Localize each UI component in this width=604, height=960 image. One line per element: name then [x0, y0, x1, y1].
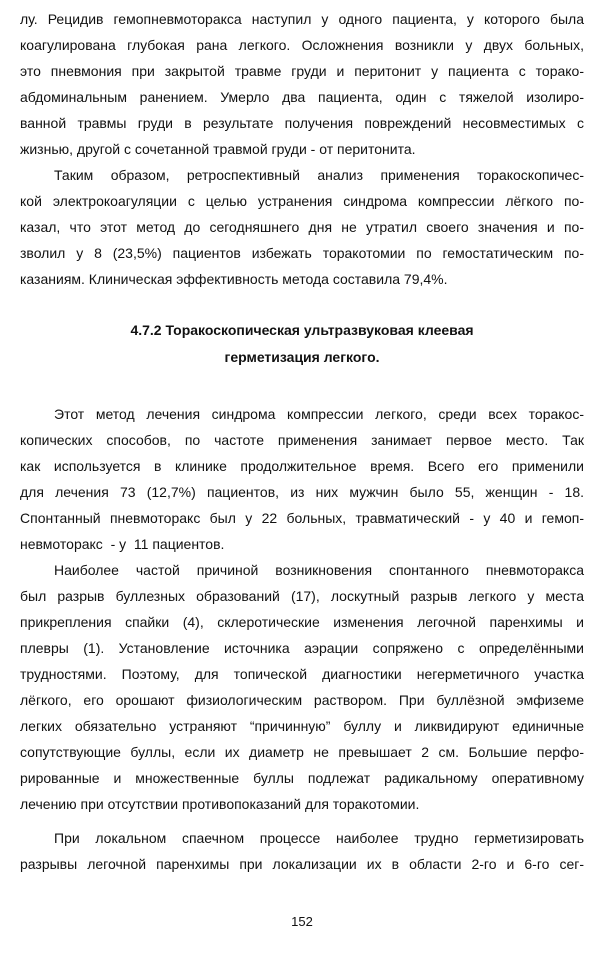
section-heading: 4.7.2 Торакоскопическая ультразвуковая клеевая [130, 322, 474, 338]
text-line: ванной травмы груди в результате получения повреждений несовместимых с [20, 115, 584, 131]
text-line: разрывы легочной паренхимы при локализации их в области 2-го и 6-го сег- [20, 856, 584, 872]
text-line: невмоторакс - у 11 пациентов. [20, 536, 225, 552]
text-line: зволил у 8 (23,5%) пациентов избежать торакотомии по гемостатическим по- [20, 245, 584, 261]
section-heading: герметизация легкого. [224, 349, 380, 365]
text-line: Наиболее частой причиной возникновения спонтанного пневмоторакса [54, 562, 584, 578]
text-line: был разрыв буллезных образований (17), лоскутный разрыв легкого у места [20, 588, 584, 604]
text-line: прикрепления спайки (4), склеротические изменения легочной паренхимы и [20, 614, 584, 630]
text-line: абдоминальным ранением. Умерло два пациента, один с тяжелой изолиро- [20, 89, 584, 105]
text-line: лёгкого, его орошают физиологическим раствором. При буллёзной эмфиземе [20, 692, 584, 708]
text-line: казал, что этот метод до сегодняшнего дня не утратил своего значения и по- [20, 219, 584, 235]
text-line: для лечения 73 (12,7%) пациентов, из них мужчин было 55, женщин - 18. [20, 484, 584, 500]
text-line: жизнью, другой с сочетанной травмой груди - от перитонита. [20, 141, 416, 157]
text-line: плевры (1). Установление источника аэрации сопряжено с определёнными [20, 640, 584, 656]
text-line: легких обязательно устраняют “причинную” буллу и ликвидируют единичные [20, 718, 584, 734]
text-line: лечению при отсутствии противопоказаний для торакотомии. [20, 796, 420, 812]
text-line: копических способов, по частоте применения занимает первое место. Так [20, 432, 584, 448]
page-number: 152 [291, 914, 313, 929]
text-line: Этот метод лечения синдрома компрессии легкого, среди всех торакос- [54, 406, 584, 422]
text-line: лу. Рецидив гемопневмоторакса наступил у одного пациента, у которого была [20, 11, 584, 27]
text-line: коагулирована глубокая рана легкого. Осложнения возникли у двух больных, [20, 37, 584, 53]
text-line: При локальном спаечном процессе наиболее трудно герметизировать [54, 830, 584, 846]
text-line: это пневмония при закрытой травме груди и перитонит у пациента с торако- [20, 63, 584, 79]
text-line: казаниям. Клиническая эффективность метода составила 79,4%. [20, 271, 448, 287]
text-line: трудностями. Поэтому, для топической диагностики негерметичного участка [20, 666, 584, 682]
text-line: рированные и множественные буллы подлежат радикальному оперативному [20, 770, 584, 786]
text-line: Таким образом, ретроспективный анализ применения торакоскопичес- [54, 167, 584, 183]
text-line: сопутствующие буллы, если их диаметр не превышает 2 см. Большие перфо- [20, 744, 584, 760]
text-line: кой электрокоагуляции с целью устранения синдрома компрессии лёгкого по- [20, 193, 584, 209]
text-line: как используется в клинике продолжительное время. Всего его применили [20, 458, 584, 474]
text-line: Спонтанный пневмоторакс был у 22 больных, травматический - у 40 и гемоп- [20, 510, 584, 526]
